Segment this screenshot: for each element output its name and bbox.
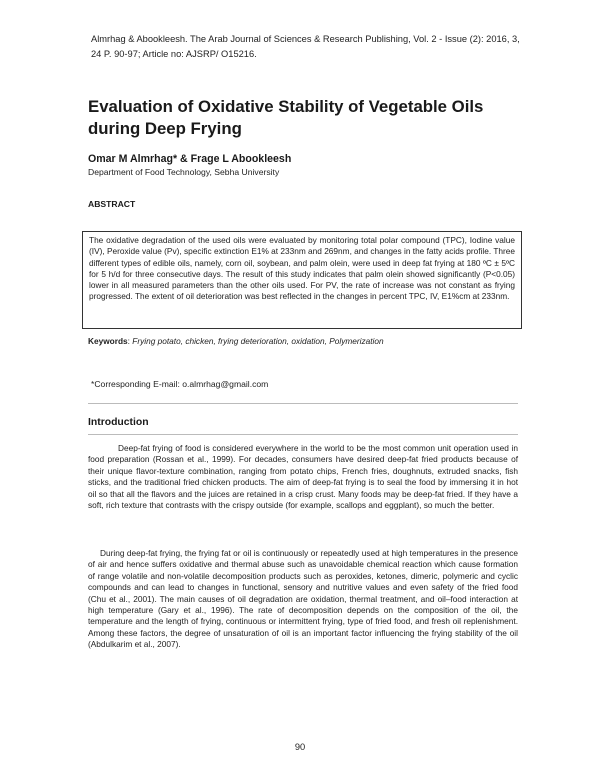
intro-paragraph-1: Deep-fat frying of food is considered everywhere in the world to be the most common unit operation used in food preparation (Rossan et al., 1999). For decades, consumers have desired deep-fat fried products because of their unique flavor-texture combination, ranging from potato chips, French fries, doughnuts, extruded snacks, fish sticks, and the traditional fried chicken products. The aim of deep-fat frying is to seal the food by immersing it in hot oil so that all the flavors and the juices are retained in a crisp crust. Many foods may be deep-fat fried. If they have a soft, rich texture that contrasts with the crispy outside (for example, scallops and eggplant), so much the better. [88,443,518,511]
abstract-box [82,231,522,329]
keywords-label: Keywords [88,336,128,346]
journal-citation: Almrhag & Abookleesh. The Arab Journal of Sciences & Research Publishing, Vol. 2 - Issue (2): 2016, 3, 24 P. 90-97; Article no: AJSRP/ O15216. [91,34,520,59]
abstract-heading: ABSTRACT [88,199,136,209]
section-divider-top [88,403,518,404]
introduction-heading: Introduction [88,417,149,428]
keywords-list: Frying potato, chicken, frying deterioration, oxidation, Polymerization [132,336,384,346]
keywords-separator: : [127,336,133,346]
section-divider-bottom [88,434,518,435]
abstract-text: The oxidative degradation of the used oils were evaluated by monitoring total polar compound (TPC), Iodine value (IV), Peroxide value (Pv), specific extinction E1% at 233nm and 269nm, and changes in the fatty acids profile. Three different types of edible oils, namely, corn oil, soybean, and palm olein, were used in deep fat frying at 180 ºC ± 5ºC for 5 h/d for three consecutive days. The result of this study indicates that palm olein showed significantly (P<0.05) lower in all measured parameters than the other oils used. For PV, the rate of increase was not constant as frying progressed. The extent of oil deterioration was best reflected in the changes in percent TPC, IV, E1%cm at 233nm. [89,235,515,302]
paper-title: Evaluation of Oxidative Stability of Vegetable Oils during Deep Frying [88,97,484,138]
author-affiliation: Department of Food Technology, Sebha University [88,167,280,177]
corresponding-email: *Corresponding E-mail: o.almrhag@gmail.com [91,379,269,389]
author-names: Omar M Almrhag* & Frage L Abookleesh [88,153,292,165]
page-number: 90 [294,742,306,752]
keywords-line [88,336,528,346]
intro-paragraph-2: During deep-fat frying, the frying fat or oil is continuously or repeatedly used at high temperatures in the presence of air and hence suffers oxidative and thermal abuse such as unavoidable chemical reaction which cause formation of range volatile and non-volatile decomposition products such as peroxides, ketones, dimeric, polymeric and cyclic compounds and can lead to changes in functional, sensory and nutritive values and even safety of the fried food (Chu et al., 2001). The main causes of oil degradation are oxidation, thermal treatment, and oil–food interaction at high temperature (Gary et al., 1996). The rate of decomposition depends on the composition of the oil, the temperature and the length of frying, continuous or intermittent frying, type of fried food, and fresh oil replenishment. Among these factors, the degree of unsaturation of oil is an important factor influencing the frying stability of the oil (Abdulkarim et al., 2007). [88,548,518,650]
